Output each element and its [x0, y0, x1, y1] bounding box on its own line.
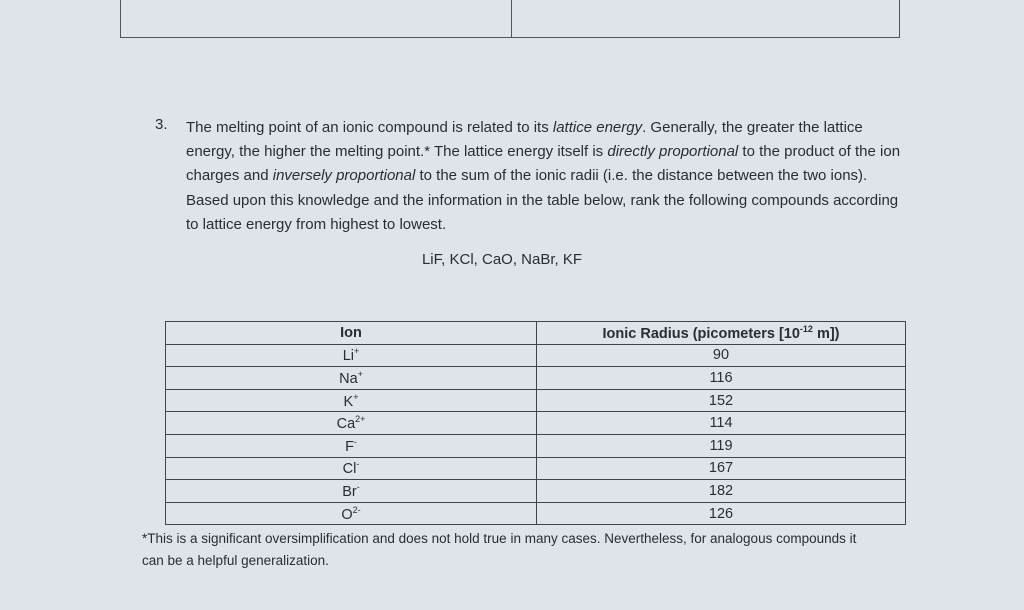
ion-charge: + — [354, 346, 360, 357]
ion-charge: 2- — [352, 504, 361, 515]
table-row — [166, 502, 906, 525]
ion-symbol: O — [341, 506, 353, 523]
question-number: 3. — [155, 116, 168, 133]
radius-cell: 114 — [537, 412, 906, 435]
radius-cell: 116 — [537, 367, 906, 390]
ion-cell — [166, 344, 537, 367]
table-row — [166, 344, 906, 367]
text-segment: to the product of the ion charges and — [186, 143, 901, 185]
header-radius-exponent: -12 — [799, 323, 813, 334]
ion-symbol: F — [345, 438, 354, 455]
ion-cell — [166, 389, 537, 412]
ion-charge: - — [356, 482, 360, 493]
ion-cell — [166, 480, 537, 503]
ion-charge: 2+ — [355, 414, 366, 425]
text-segment: . Generally, the greater the lattice energy, the higher the melting point.* The lattice energy itself is — [186, 119, 863, 161]
table-header-row — [166, 322, 906, 345]
ion-cell — [166, 434, 537, 457]
table-row — [166, 412, 906, 435]
header-ion: Ion — [166, 322, 537, 345]
radius-cell: 119 — [537, 434, 906, 457]
compound-list: LiF, KCl, CaO, NaBr, KF — [421, 251, 583, 268]
radius-cell: 152 — [537, 389, 906, 412]
ion-charge: - — [356, 459, 360, 470]
radius-cell: 90 — [537, 344, 906, 367]
ion-symbol: Cl — [342, 461, 357, 478]
table-row — [166, 457, 906, 480]
table-row — [166, 480, 906, 503]
emphasis-inversely-proportional: inversely proportional — [272, 167, 416, 185]
ion-symbol: Br — [342, 483, 357, 500]
footnote: *This is a significant oversimplification and does not hold true in many cases. Nevertheless, for analogous compounds it can be a helpful generalization. — [142, 531, 857, 568]
text-segment: The melting point of an ionic compound is related to its — [186, 119, 553, 136]
ion-cell — [166, 367, 537, 390]
ion-symbol: Li — [342, 348, 355, 365]
table-row — [166, 389, 906, 412]
emphasis-directly-proportional: directly proportional — [607, 143, 739, 161]
table-divider — [511, 0, 512, 37]
ion-cell — [166, 457, 537, 480]
table-row — [166, 367, 906, 390]
ion-symbol: Na — [339, 370, 358, 387]
radius-cell: 167 — [537, 457, 906, 480]
header-radius-text: Ionic Radius (picometers [10 — [602, 325, 800, 342]
ion-cell — [166, 502, 537, 525]
ion-cell — [166, 412, 537, 435]
question-text — [186, 116, 906, 237]
ion-symbol: Ca — [336, 416, 356, 433]
ionic-radius-table — [165, 321, 906, 525]
table-row — [166, 434, 906, 457]
radius-cell: 182 — [537, 480, 906, 503]
ion-symbol: K — [343, 393, 354, 410]
header-radius — [537, 322, 906, 345]
ion-charge: - — [353, 436, 357, 447]
previous-table-fragment — [120, 0, 900, 38]
text-segment: to the sum of the ionic radii (i.e. the distance between the two ions). Based upon this knowledge and the information in the table below, rank the following compounds according to lattice energy from highest to lowest. — [186, 167, 899, 233]
header-radius-unit: m]) — [812, 325, 840, 342]
ion-charge: + — [353, 391, 359, 402]
emphasis-lattice-energy: lattice energy — [552, 119, 643, 136]
radius-cell: 126 — [537, 502, 906, 525]
ion-charge: + — [357, 369, 363, 380]
